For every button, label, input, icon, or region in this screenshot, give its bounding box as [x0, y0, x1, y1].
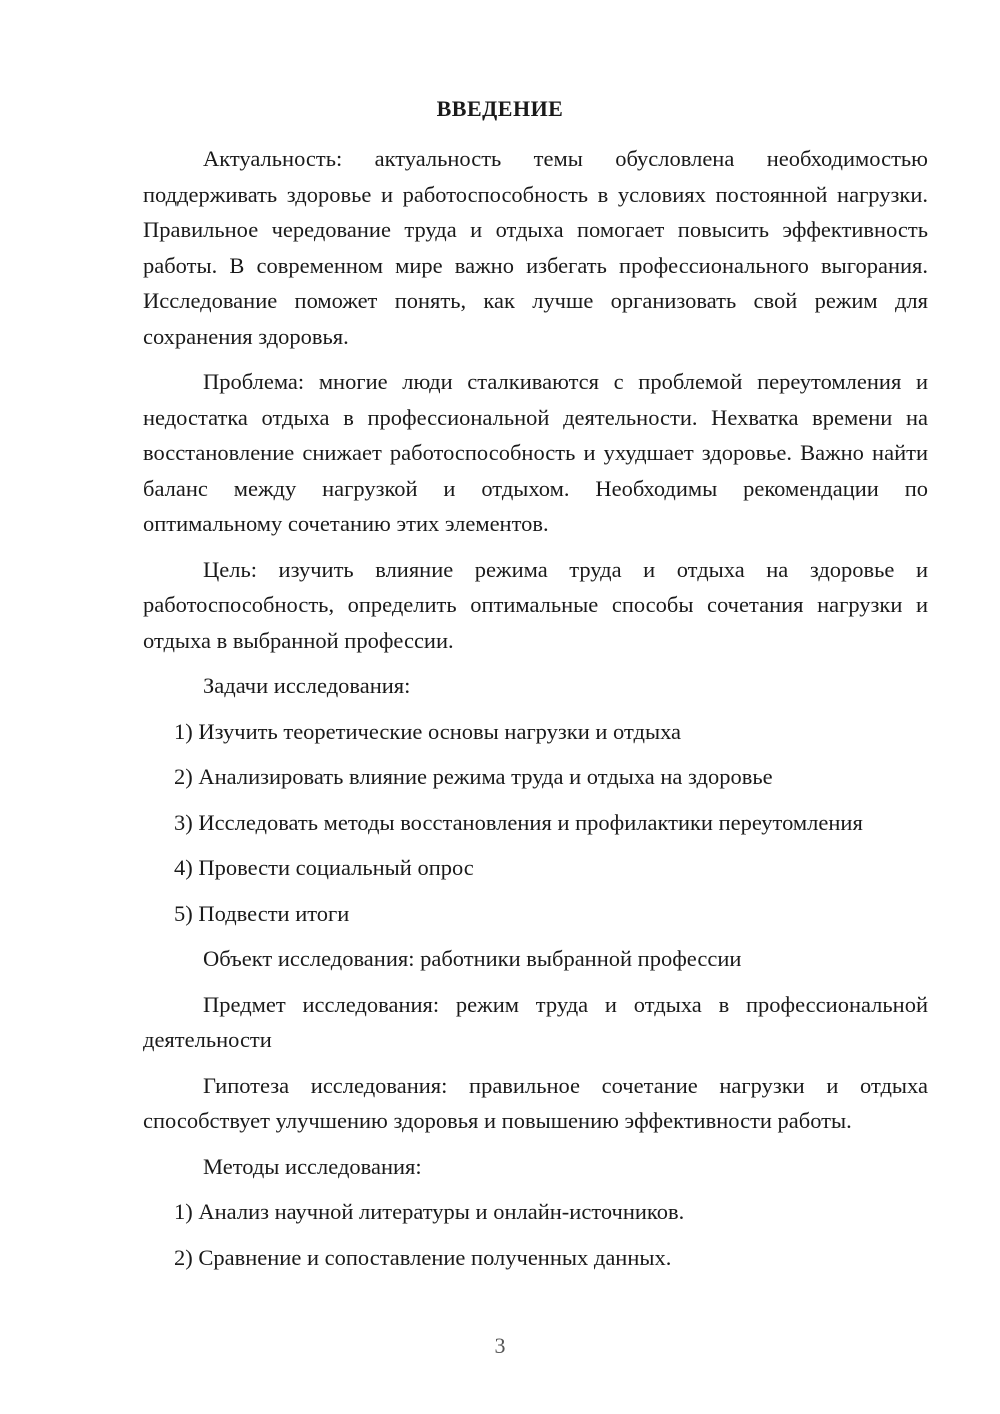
- task-item: 1) Изучить теоретические основы нагрузки и отдыха: [174, 718, 682, 744]
- page-title: ВВЕДЕНИЕ: [436, 96, 564, 121]
- problem-paragraph: Проблема: многие люди сталкиваются с проблемой переутомления и недостатка отдыха в профессиональной деятельности. Нехватка времени на восстановление снижает работоспособность и ухудшает здоровье. Важно найти баланс между нагрузкой и отдыхом. Необходимы рекомендации по оптимальному сочетанию этих элементов.: [143, 369, 928, 536]
- method-item: 2) Сравнение и сопоставление полученных данных.: [174, 1244, 672, 1270]
- page-number: 3: [494, 1333, 506, 1358]
- task-item: 5) Подвести итоги: [174, 900, 350, 926]
- methods-heading: Методы исследования:: [203, 1153, 422, 1179]
- task-item: 3) Исследовать методы восстановления и профилактики переутомления: [174, 809, 863, 835]
- tasks-heading: Задачи исследования:: [203, 673, 411, 698]
- task-item: 4) Провести социальный опрос: [174, 855, 474, 880]
- relevance-paragraph: Актуальность: актуальность темы обусловлена необходимостью поддерживать здоровье и работоспособность в условиях постоянной нагрузки. Правильное чередование труда и отдыха помогает повысить эффективность работы. В современном мире важно избегать профессионального выгорания. Исследование поможет понять, как лучше организовать свой режим для сохранения здоровья.: [143, 146, 928, 349]
- subject-paragraph: Предмет исследования: режим труда и отдыха в профессиональной деятельности: [143, 991, 928, 1052]
- object-paragraph: Объект исследования: работники выбранной профессии: [203, 946, 742, 971]
- document-body: [143, 141, 928, 1275]
- hypothesis-paragraph: Гипотеза исследования: правильное сочетание нагрузки и отдыха способствует улучшению здоровья и повышению эффективности работы.: [143, 1072, 928, 1133]
- method-item: 1) Анализ научной литературы и онлайн-источников.: [174, 1199, 685, 1224]
- goal-paragraph: Цель: изучить влияние режима труда и отдыха на здоровье и работоспособность, определить оптимальные способы сочетания нагрузки и отдыха в выбранной профессии.: [143, 556, 928, 653]
- task-item: 2) Анализировать влияние режима труда и отдыха на здоровье: [174, 764, 773, 789]
